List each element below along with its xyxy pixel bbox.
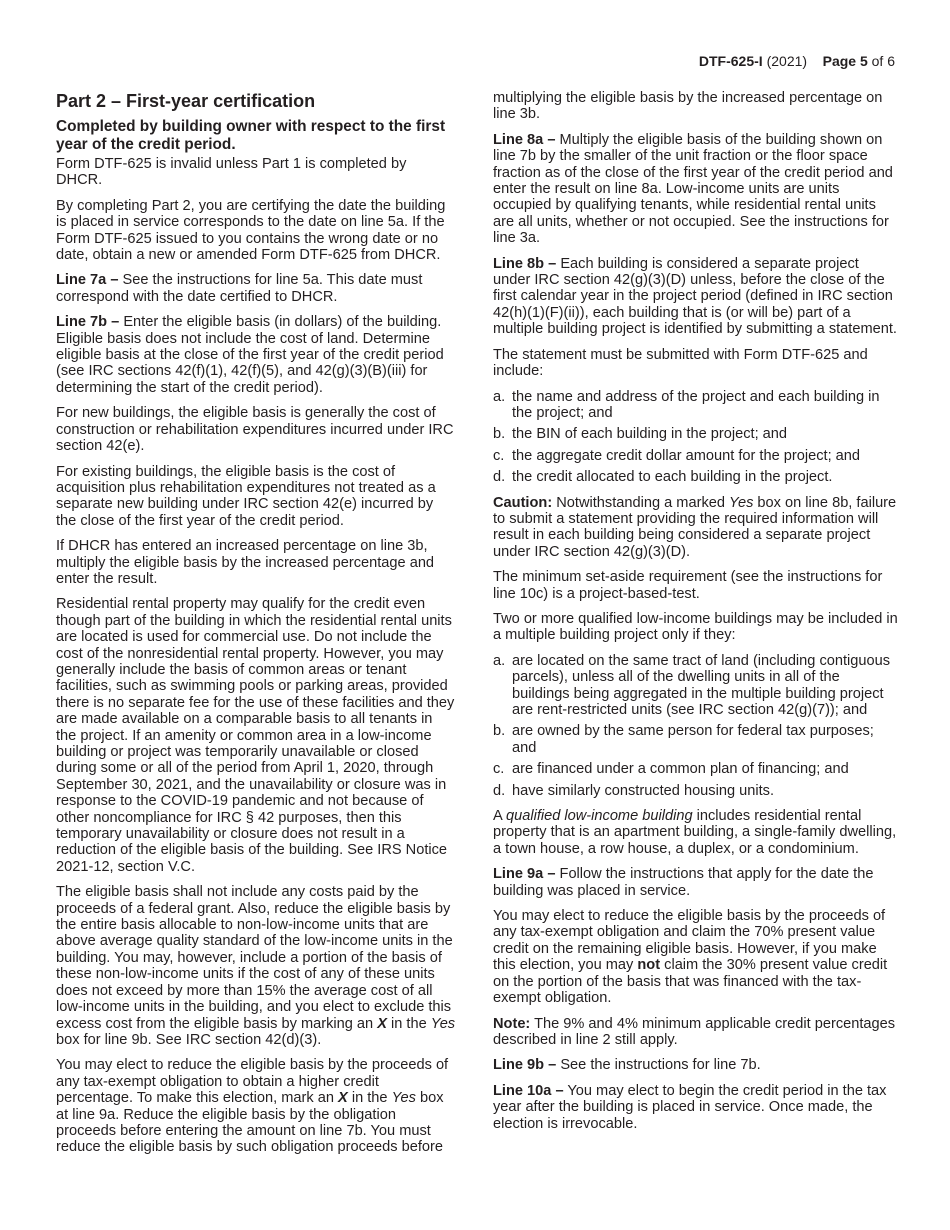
caution-label: Caution:: [493, 494, 553, 511]
line-9b-text: See the instructions for line 7b.: [556, 1057, 761, 1074]
line-7b-text: Enter the eligible basis (in dollars) of the building. Eligible basis does not include the cost of land. Determine eligible basis at the close of the first year of the credit period (see IRC sections 42(f)(1), 42(f)(5), and 42(g)(3)(B)(iii) for determining the start of the credit period).: [56, 314, 444, 396]
grant-text-3: box for line 9b. See IRC section 42(d)(3).: [56, 1031, 322, 1048]
paragraph-residential-rental: Residential rental property may qualify for the credit even though part of the building in which the residential rental units are located is used for commercial use. Do not include the cost of the nonresidential rental property. However, you may generally include the basis of common areas or tenant facilities, such as swimming pools or parking areas, provided there is no separate fee for the use of these facilities and they are made available on a comparable basis to all tenants in the project. If an amenity or common area in a low-income building or project was temporarily unavailable or closed during some or all of the period from April 1, 2020, through September 30, 2021, and the unavailability or closure was in response to the COVID-19 pandemic and not because of other noncompliance for IRC § 42 purposes, then this temporary unavailability or closure does not result in a reduction of the eligible basis of the building. See IRS Notice 2021-12, section V.C.: [56, 596, 455, 875]
list-item-text: the BIN of each building in the project; and: [512, 426, 788, 443]
grant-x-mark: X: [377, 1015, 387, 1032]
list-item-text: the aggregate credit dollar amount for the project; and: [512, 447, 861, 464]
statement-list: [493, 389, 898, 486]
line-8a-instructions: [493, 132, 898, 247]
list-item: [493, 448, 898, 464]
note-label: Note:: [493, 1015, 531, 1032]
grant-text-1: The eligible basis shall not include any costs paid by the proceeds of a federal grant. Also, reduce the eligible basis by the entire basis allocable to non-low-income units that are above average quality standard of the low-income units in the building. You may, however, include a portion of the basis of these non-low-income units if the cost of any of these units does not exceed by more than 15% the average cost of all low-income units in the building, and you elect to exclude this excess cost from the eligible basis by marking an: [56, 884, 453, 1032]
line-7b-instructions: [56, 314, 456, 396]
line-10a-instructions: [493, 1083, 898, 1132]
paragraph-continued: multiplying the eligible basis by the increased percentage on line 3b.: [493, 90, 883, 123]
paragraph-new-buildings: For new buildings, the eligible basis is generally the cost of construction or rehabilitation expenditures incurred under IRC section 42(e).: [56, 405, 454, 455]
line-7a-instructions: [56, 272, 456, 305]
line-8b-instructions: [493, 256, 898, 338]
form-number: DTF-625-I: [698, 53, 763, 69]
paragraph-federal-grant: [56, 884, 456, 1048]
line-9b-instructions: [493, 1057, 898, 1073]
paragraph-qualified-building: [493, 808, 898, 857]
list-item-key: a.: [493, 652, 506, 669]
paragraph-statement: The statement must be submitted with Form DTF-625 and include:: [493, 346, 868, 380]
elect-text-2: in the: [347, 1090, 392, 1107]
paragraph-multiple-buildings: Two or more qualified low-income buildings may be included in a multiple building project only if they:: [493, 610, 898, 644]
caution-text-1: Notwithstanding a marked: [552, 494, 730, 511]
elect-text-1: You may elect to reduce the eligible basis by the proceeds of any tax-exempt obligation to obtain a higher credit percentage. To make this election, mark an: [56, 1057, 449, 1107]
list-item-text: are located on the same tract of land (including contiguous parcels), unless all of the dwelling units in all of the buildings being aggregated in the multiple building project are rent-restricted units (see IRC section 42(g)(7)); and: [512, 652, 891, 718]
paragraph-minimum-set-aside: The minimum set-aside requirement (see the instructions for line 10c) is a project-based-test.: [493, 569, 883, 602]
list-item: [493, 426, 898, 442]
list-item-key: d.: [493, 782, 506, 799]
list-item-text: the name and address of the project and each building in the project; and: [512, 388, 880, 421]
multiple-building-list: [493, 653, 898, 799]
paragraph-reduce-basis: [493, 908, 898, 1006]
form-year: (2021): [766, 53, 808, 69]
caution-text-2: box on line 8b, failure to submit a statement providing the required information will result in each building being considered a separate project under IRC section 42(g)(3)(D).: [493, 494, 897, 560]
line-9a-text: Follow the instructions that apply for the date the building was placed in service.: [493, 866, 874, 899]
reduce-not-term: not: [637, 957, 661, 974]
paragraph-caution: [493, 495, 898, 561]
list-item-key: b.: [493, 426, 506, 443]
list-item: [493, 389, 898, 422]
page-number: Page 5: [822, 53, 868, 69]
list-item: [493, 761, 898, 777]
page-of: of 6: [871, 53, 895, 69]
list-item: [493, 469, 898, 485]
caution-yes-term: Yes: [729, 494, 754, 511]
line-8a-label: Line 8a –: [493, 131, 556, 148]
line-9b-label: Line 9b –: [493, 1057, 557, 1074]
list-item-key: b.: [493, 723, 506, 740]
list-item-key: c.: [493, 761, 505, 778]
paragraph-invalid: Form DTF-625 is invalid unless Part 1 is completed by DHCR.: [56, 156, 407, 189]
paragraph-certifying: By completing Part 2, you are certifying the date the building is placed in service corresponds to the date on line 5a. If the Form DTF-625 issued to you contains the wrong date or no date, obtain a new or amended Form DTF-625 from DHCR.: [56, 197, 446, 264]
line-7b-label: Line 7b –: [56, 314, 120, 331]
list-item-text: are financed under a common plan of financing; and: [512, 761, 849, 778]
qual-text-2: includes residential rental property that is an apartment building, a single-family dwelling, a town house, a row house, a duplex, or a condominium.: [493, 808, 897, 857]
elect-x-mark: X: [338, 1090, 348, 1107]
section-subtitle: Completed by building owner with respect to the first year of the credit period.: [56, 118, 446, 153]
reduce-text-1: You may elect to reduce the eligible basis by the proceeds of any tax-exempt obligation and claim the 70% present value credit on the remaining eligible basis. However, if you make this election, you may: [493, 908, 886, 974]
qual-term: qualified low-income building: [505, 808, 693, 825]
line-10a-text: You may elect to begin the credit period in the tax year after the building is placed in service. Once made, the election is irrevocable.: [493, 1082, 887, 1132]
line-9a-instructions: [493, 866, 898, 899]
paragraph-tax-exempt-election: [56, 1057, 456, 1155]
elect-yes-term: Yes: [391, 1090, 416, 1107]
right-column: [493, 90, 898, 1141]
list-item: [493, 783, 898, 799]
line-7a-label: Line 7a –: [56, 272, 119, 289]
line-8b-text: Each building is considered a separate project under IRC section 42(g)(3)(D) unless, before the close of the first calendar year in the project period (defined in IRC section 42(h)(1)(F)(ii)), each building that is (or will be) part of a multiple building project is identified by submitting a statement.: [493, 255, 897, 338]
line-9a-label: Line 9a –: [493, 866, 556, 883]
paragraph-existing-buildings: For existing buildings, the eligible basis is the cost of acquisition plus rehabilitation expenditures not treated as a separate new building under IRC section 42(e) incurred by the close of the first year of the credit period.: [56, 463, 436, 529]
grant-yes-term: Yes: [430, 1015, 456, 1032]
line-10a-label: Line 10a –: [493, 1082, 564, 1099]
line-8a-text: Multiply the eligible basis of the building shown on line 7b by the smaller of the unit fraction or the floor space fraction as of the close of the first year of the credit period and enter the result on line 8a. Low-income units are units occupied by qualifying tenants, while residential rental units are all units, whether or not occupied. See the instructions for line 3a.: [493, 131, 893, 247]
list-item-text: have similarly constructed housing units.: [512, 782, 775, 799]
reduce-text-2: claim the 30% present value credit on the portion of the basis that was financed with the tax-exempt obligation.: [493, 957, 888, 1007]
section-title: Part 2 – First-year certification: [56, 91, 316, 111]
list-item-text: are owned by the same person for federal tax purposes; and: [512, 723, 874, 756]
paragraph-dhcr-increase: If DHCR has entered an increased percentage on line 3b, multiply the eligible basis by the increased percentage and enter the result.: [56, 538, 435, 587]
elect-text-3: box at line 9a. Reduce the eligible basis by the obligation proceeds before entering the amount on line 7b. You must reduce the eligible basis by such obligation proceeds before: [56, 1090, 444, 1156]
list-item-key: c.: [493, 447, 505, 464]
note-text: The 9% and 4% minimum applicable credit percentages described in line 2 still apply.: [493, 1015, 896, 1048]
line-7a-text: See the instructions for line 5a. This date must correspond with the date certified to DHCR.: [56, 272, 423, 305]
qual-text-1: A: [493, 808, 506, 825]
list-item-text: the credit allocated to each building in the project.: [512, 469, 833, 486]
line-8b-label: Line 8b –: [493, 255, 557, 272]
grant-text-2: in the: [386, 1015, 431, 1032]
left-column: [56, 90, 456, 1165]
list-item: [493, 723, 898, 756]
list-item-key: d.: [493, 469, 506, 486]
paragraph-note: [493, 1016, 898, 1049]
list-item-key: a.: [493, 388, 506, 405]
list-item: [493, 653, 898, 719]
page-header: [699, 53, 895, 70]
